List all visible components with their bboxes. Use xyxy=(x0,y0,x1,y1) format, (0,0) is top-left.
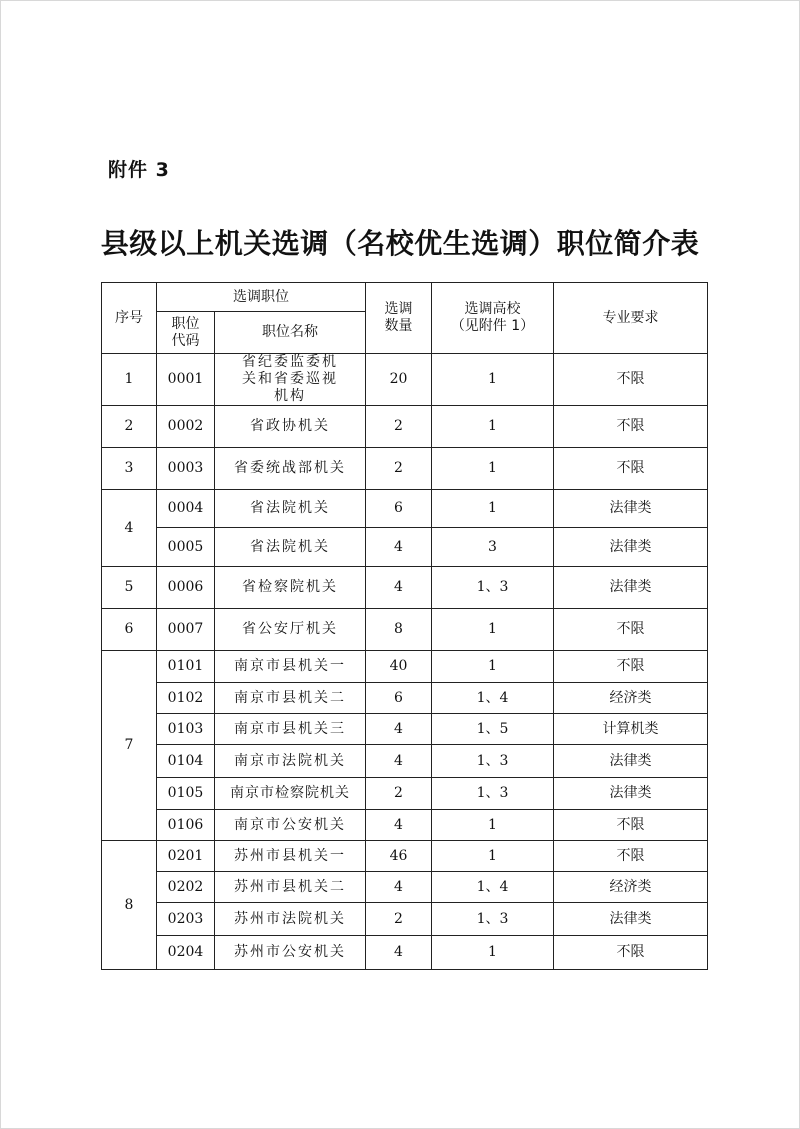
table-row xyxy=(102,490,708,528)
cell-code: 0102 xyxy=(157,683,215,714)
cell-code: 0005 xyxy=(157,528,215,567)
cell-code: 0201 xyxy=(157,841,215,872)
cell-major: 经济类 xyxy=(554,872,708,903)
table-row xyxy=(102,810,708,841)
cell-qty: 2 xyxy=(366,778,432,810)
cell-major: 不限 xyxy=(554,406,708,448)
cell-major: 不限 xyxy=(554,448,708,490)
header-quantity-text: 选调数量 xyxy=(384,301,413,334)
cell-name: 南京市检察院机关 xyxy=(215,778,366,810)
table-row xyxy=(102,903,708,936)
cell-major: 不限 xyxy=(554,810,708,841)
header-position-code xyxy=(157,312,215,354)
cell-qty: 4 xyxy=(366,810,432,841)
cell-name: 南京市法院机关 xyxy=(215,745,366,778)
cell-uni: 1 xyxy=(432,406,554,448)
cell-code: 0103 xyxy=(157,714,215,745)
header-position-group: 选调职位 xyxy=(157,283,366,312)
document-title: 县级以上机关选调（名校优生选调）职位简介表 xyxy=(100,227,700,260)
cell-name: 省委统战部机关 xyxy=(215,448,366,490)
cell-name: 苏州市公安机关 xyxy=(215,936,366,970)
cell-code: 0104 xyxy=(157,745,215,778)
cell-major: 不限 xyxy=(554,354,708,406)
cell-major: 法律类 xyxy=(554,528,708,567)
cell-major: 法律类 xyxy=(554,903,708,936)
cell-seq: 1 xyxy=(102,354,157,406)
header-position-code-text: 职位代码 xyxy=(171,315,200,349)
cell-major: 不限 xyxy=(554,651,708,683)
cell-qty: 2 xyxy=(366,406,432,448)
cell-code: 0101 xyxy=(157,651,215,683)
cell-code: 0003 xyxy=(157,448,215,490)
cell-name: 苏州市县机关二 xyxy=(215,872,366,903)
header-universities xyxy=(432,283,554,354)
cell-uni: 1 xyxy=(432,490,554,528)
cell-qty: 2 xyxy=(366,903,432,936)
cell-code: 0106 xyxy=(157,810,215,841)
cell-qty: 6 xyxy=(366,490,432,528)
table-row xyxy=(102,683,708,714)
cell-major: 经济类 xyxy=(554,683,708,714)
cell-uni: 1、4 xyxy=(432,872,554,903)
header-row-top xyxy=(102,283,708,312)
cell-seq: 8 xyxy=(102,841,157,970)
header-position-name: 职位名称 xyxy=(215,312,366,354)
table-row xyxy=(102,936,708,970)
cell-qty: 4 xyxy=(366,528,432,567)
cell-seq: 7 xyxy=(102,651,157,841)
cell-name: 省法院机关 xyxy=(215,528,366,567)
cell-uni: 1 xyxy=(432,354,554,406)
cell-name: 省政协机关 xyxy=(215,406,366,448)
cell-uni: 1、3 xyxy=(432,778,554,810)
header-universities-label: 选调高校 xyxy=(464,301,521,317)
cell-name: 南京市县机关二 xyxy=(215,683,366,714)
cell-code: 0204 xyxy=(157,936,215,970)
cell-uni: 1 xyxy=(432,609,554,651)
cell-seq: 2 xyxy=(102,406,157,448)
cell-code: 0105 xyxy=(157,778,215,810)
cell-uni: 1、3 xyxy=(432,903,554,936)
table-row xyxy=(102,714,708,745)
cell-seq: 6 xyxy=(102,609,157,651)
table-row xyxy=(102,651,708,683)
cell-major: 法律类 xyxy=(554,490,708,528)
cell-name-text: 省纪委监委机关和省委巡视机构 xyxy=(241,354,338,404)
cell-uni: 1、3 xyxy=(432,567,554,609)
cell-qty: 4 xyxy=(366,745,432,778)
cell-major: 法律类 xyxy=(554,778,708,810)
cell-qty: 20 xyxy=(366,354,432,406)
cell-code: 0203 xyxy=(157,903,215,936)
table-row xyxy=(102,406,708,448)
cell-major: 法律类 xyxy=(554,567,708,609)
table-row xyxy=(102,354,708,406)
cell-name: 苏州市县机关一 xyxy=(215,841,366,872)
cell-seq: 5 xyxy=(102,567,157,609)
cell-name: 南京市县机关一 xyxy=(215,651,366,683)
table-row xyxy=(102,841,708,872)
cell-name: 南京市县机关三 xyxy=(215,714,366,745)
cell-qty: 6 xyxy=(366,683,432,714)
cell-name xyxy=(215,354,366,406)
cell-qty: 40 xyxy=(366,651,432,683)
cell-qty: 4 xyxy=(366,567,432,609)
cell-uni: 1 xyxy=(432,936,554,970)
table-row xyxy=(102,745,708,778)
cell-uni: 1 xyxy=(432,651,554,683)
cell-qty: 8 xyxy=(366,609,432,651)
attachment-label: 附件 3 xyxy=(108,159,170,181)
cell-major: 计算机类 xyxy=(554,714,708,745)
table-row xyxy=(102,448,708,490)
header-seq: 序号 xyxy=(102,283,157,354)
header-universities-note: （见附件 1） xyxy=(450,318,535,334)
cell-uni: 1 xyxy=(432,448,554,490)
table-row xyxy=(102,528,708,567)
header-major: 专业要求 xyxy=(554,283,708,354)
cell-qty: 4 xyxy=(366,936,432,970)
cell-name: 省公安厅机关 xyxy=(215,609,366,651)
positions-table xyxy=(101,282,708,970)
cell-major: 法律类 xyxy=(554,745,708,778)
table-row xyxy=(102,872,708,903)
cell-qty: 46 xyxy=(366,841,432,872)
cell-major: 不限 xyxy=(554,936,708,970)
cell-seq: 4 xyxy=(102,490,157,567)
cell-code: 0007 xyxy=(157,609,215,651)
cell-code: 0004 xyxy=(157,490,215,528)
header-quantity xyxy=(366,283,432,354)
table-row xyxy=(102,778,708,810)
cell-uni: 1、5 xyxy=(432,714,554,745)
cell-uni: 3 xyxy=(432,528,554,567)
cell-code: 0002 xyxy=(157,406,215,448)
cell-qty: 4 xyxy=(366,872,432,903)
cell-qty: 2 xyxy=(366,448,432,490)
cell-name: 苏州市法院机关 xyxy=(215,903,366,936)
cell-seq: 3 xyxy=(102,448,157,490)
cell-major: 不限 xyxy=(554,841,708,872)
cell-name: 省法院机关 xyxy=(215,490,366,528)
cell-uni: 1 xyxy=(432,810,554,841)
table-row xyxy=(102,609,708,651)
cell-uni: 1、4 xyxy=(432,683,554,714)
cell-uni: 1 xyxy=(432,841,554,872)
table-row xyxy=(102,567,708,609)
cell-code: 0202 xyxy=(157,872,215,903)
cell-code: 0006 xyxy=(157,567,215,609)
cell-uni: 1、3 xyxy=(432,745,554,778)
cell-name: 省检察院机关 xyxy=(215,567,366,609)
cell-qty: 4 xyxy=(366,714,432,745)
cell-code: 0001 xyxy=(157,354,215,406)
cell-major: 不限 xyxy=(554,609,708,651)
cell-name: 南京市公安机关 xyxy=(215,810,366,841)
